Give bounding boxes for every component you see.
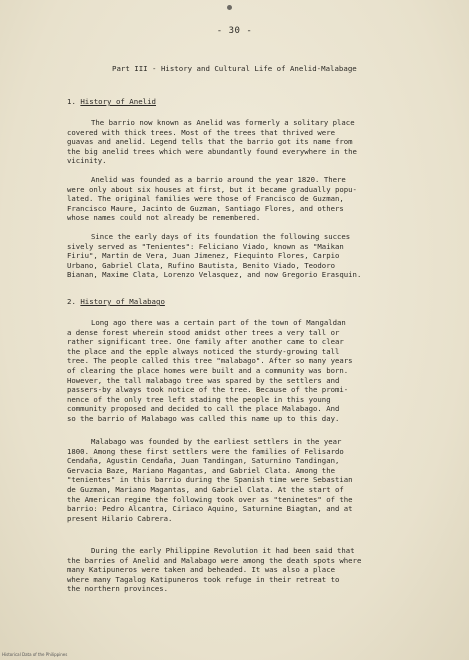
paragraph (67, 546, 427, 594)
text-line: the northern provinces. (67, 584, 169, 594)
part-title: Part III - History and Cultural Life of Anelid-Malabage (112, 64, 357, 73)
text-line: During the early Philippine Revolution it had been said that (91, 546, 355, 555)
text-line: tree. The people called this tree "malabago". After so many years (67, 356, 353, 366)
text-line: the big anelid trees which were abundantly found everywhere in the (67, 146, 357, 156)
text-line: Gervacia Baze, Mariano Magantas, and Gabriel Clata. Among the (67, 465, 335, 475)
paragraph (67, 437, 427, 523)
text-line: many Katipuneros were taken and beheaded. It was also a place (67, 565, 335, 575)
paragraph (67, 232, 427, 280)
text-line: of clearing the place homes were built and a community was born. (67, 365, 349, 375)
text-line: Firiu", Martin de Vera, Juan Jimenez, Fiequinto Flores, Carpio (67, 251, 340, 261)
text-line: the American regime the following took over as "teninetes" of the (67, 494, 353, 504)
text-line: Anelid was founded as a barrio around the year 1820. There (91, 175, 346, 184)
section-number: 1. (67, 97, 76, 106)
section-number: 2. (67, 297, 76, 306)
text-line: the barries of Anelid and Malabago were among the death spots where (67, 555, 362, 565)
text-line: de Guzman, Mariano Magantas, and Gabriel Clata. At the start of (67, 484, 344, 494)
text-line: nence of the only tree left stading the people in this young (67, 394, 331, 404)
text-line: covered with thick trees. Most of the trees that thrived were (67, 127, 335, 137)
section-title: History of Anelid (80, 97, 157, 106)
text-line: so the barrio of Malabago was called this name up to this day. (67, 413, 340, 423)
section-title: History of Malabago (80, 297, 165, 306)
text-line: where many Tagalog Katipuneros took refuge in their retreat to (67, 574, 340, 584)
paragraph (67, 175, 427, 223)
text-line: Urbano, Gabriel Clata, Rufino Bautista, Benito Viado, Teodoro (67, 260, 335, 270)
text-line: passers-by always took notice of the tree. Because of the promi- (67, 385, 349, 395)
text-line: Since the early days of its foundation the following succes (91, 232, 351, 241)
text-line: lated. The original families were those of Francisco de Guzman, (67, 194, 344, 204)
text-line: barrio: Pedro Alcantra, Ciriaco Aquino, Saturnine Biagtan, and at (67, 504, 353, 514)
text-line: "tenientes" in this barrio during the Spanish time were Sebastian (67, 475, 353, 485)
text-line: However, the tall malabago tree was spared by the settlers and (67, 375, 340, 385)
text-line: community proposed and decided to call the place Malabago. And (67, 404, 340, 414)
section-heading (67, 297, 165, 306)
text-line: rather significant tree. One family after another came to clear (67, 337, 344, 347)
text-line: sively served as "Tenientes": Feliciano Viado, known as "Maikan (67, 241, 344, 251)
text-line: Malabago was founded by the earliest settlers in the year (91, 437, 342, 446)
text-line: Bianan, Maxime Clata, Lorenzo Velasquez, and now Gregorio Erasquin. (67, 270, 362, 280)
text-line: vicinity. (67, 156, 107, 166)
text-line: The barrio now known as Anelid was formerly a solitary place (91, 118, 355, 127)
text-line: present Hilario Cabrera. (67, 513, 173, 523)
punch-hole-mark (227, 5, 232, 10)
text-line: were only about six houses at first, but it became gradually popu- (67, 184, 357, 194)
paragraph (67, 118, 427, 166)
text-line: whose names could not already be remembered. (67, 213, 261, 223)
text-line: Francisco Maure, Jacinto de Guzman, Santiago Flores, and others (67, 203, 344, 213)
text-line: Long ago there was a certain part of the town of Mangaldan (91, 318, 346, 327)
paragraph (67, 318, 427, 424)
text-line: Cendaña, Agustin Cendaña, Juan Tandingan, Saturnino Tandingan, (67, 456, 340, 466)
text-line: 1800. Among these first settlers were the families of Felisardo (67, 446, 344, 456)
page-number: - 30 - (216, 26, 253, 36)
section-heading (67, 97, 156, 106)
archive-footer: Historical Data of the Philippines (2, 652, 68, 657)
text-line: a dense forest wherein stood amidst other trees a very tall or (67, 327, 340, 337)
text-line: guavas and anelid. Legend tells that the barrio got its name from (67, 137, 353, 147)
text-line: the place and the epple always noticed the sturdy-growing tall (67, 346, 340, 356)
